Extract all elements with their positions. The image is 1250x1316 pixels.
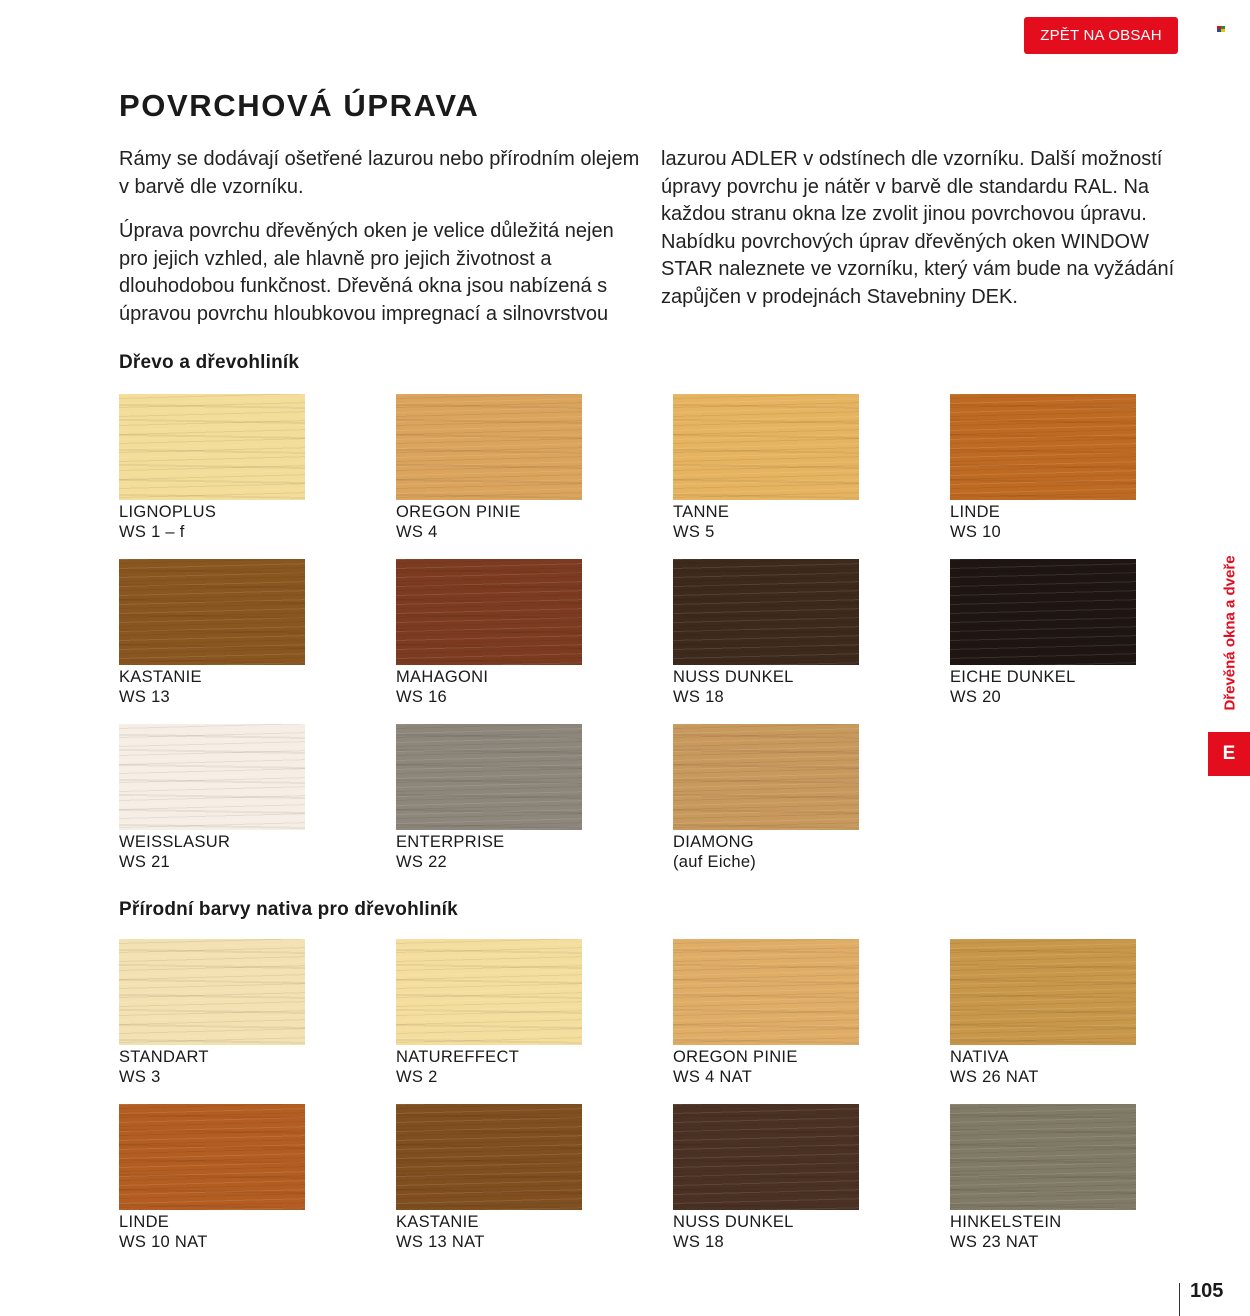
swatch-name: KASTANIE <box>396 1213 479 1231</box>
swatch-code: WS 3 <box>119 1067 161 1086</box>
swatch-name: NUSS DUNKEL <box>673 1213 794 1231</box>
swatch-item <box>119 724 305 872</box>
swatch-name: KASTANIE <box>119 668 202 686</box>
swatch-item <box>673 559 859 707</box>
swatch-code: (auf Eiche) <box>673 852 757 871</box>
swatch-code: WS 13 <box>119 687 171 706</box>
color-swatch <box>673 559 859 665</box>
swatch-name: WEISSLASUR <box>119 833 231 851</box>
color-swatch <box>396 559 582 665</box>
color-swatch <box>950 394 1136 500</box>
color-swatch <box>950 939 1136 1045</box>
intro-column-left <box>119 146 644 345</box>
swatch-code: WS 2 <box>396 1067 438 1086</box>
color-swatch <box>950 1104 1136 1210</box>
color-swatch <box>673 394 859 500</box>
swatch-item <box>950 939 1136 1087</box>
swatch-name: LINDE <box>119 1213 170 1231</box>
intro-paragraph: lazurou ADLER v odstínech dle vzorníku. Další možností úpravy povrchu je nátěr v barvě dle standardu RAL. Na každou stranu okna lze zvolit jinou povrchovou úpravu. Nabídku povrchových úprav dřevěných oken WINDOW STAR naleznete ve vzorníku, který vám bude na vyžádání zapůjčen v prodejnách Stavebniny DEK. <box>661 148 1175 308</box>
swatch-name: NUSS DUNKEL <box>673 668 794 686</box>
page-number: 105 <box>1190 1280 1224 1302</box>
swatch-name: TANNE <box>673 503 730 521</box>
section-heading-nativa: Přírodní barvy nativa pro dřevohliník <box>119 899 458 920</box>
swatch-item <box>119 394 305 542</box>
intro-column-right <box>661 146 1186 328</box>
swatch-item <box>950 1104 1136 1252</box>
swatch-item <box>396 939 582 1087</box>
swatch-code: WS 21 <box>119 852 171 871</box>
swatch-code: WS 13 NAT <box>396 1232 485 1251</box>
swatch-item <box>673 394 859 542</box>
swatch-item <box>119 1104 305 1252</box>
swatch-item <box>673 724 859 872</box>
swatch-code: WS 4 NAT <box>673 1067 753 1086</box>
swatch-code: WS 5 <box>673 522 715 541</box>
intro-paragraph: Rámy se dodávají ošetřené lazurou nebo přírodním olejem v barvě dle vzorníku. <box>119 148 640 198</box>
swatch-name: STANDART <box>119 1048 209 1066</box>
page-title: POVRCHOVÁ ÚPRAVA <box>119 88 480 123</box>
color-swatch <box>119 1104 305 1210</box>
chapter-letter-tab[interactable]: E <box>1208 732 1250 776</box>
swatch-name: HINKELSTEIN <box>950 1213 1062 1231</box>
swatch-name: OREGON PINIE <box>673 1048 798 1066</box>
swatch-name: MAHAGONI <box>396 668 489 686</box>
swatch-name: LIGNOPLUS <box>119 503 217 521</box>
color-swatch <box>119 394 305 500</box>
swatch-item <box>396 559 582 707</box>
color-swatch <box>950 559 1136 665</box>
swatch-item <box>396 724 582 872</box>
swatch-name: OREGON PINIE <box>396 503 521 521</box>
color-swatch <box>119 559 305 665</box>
swatch-code: WS 1 – f <box>119 522 185 541</box>
swatch-name: LINDE <box>950 503 1001 521</box>
footer-divider <box>1179 1283 1180 1316</box>
swatch-name: EICHE DUNKEL <box>950 668 1076 686</box>
swatch-name: NATIVA <box>950 1048 1009 1066</box>
swatch-code: WS 10 NAT <box>119 1232 208 1251</box>
intro-paragraph: Úprava povrchu dřevěných oken je velice důležitá nejen pro jejich vzhled, ale hlavně pro jejich životnost a dlouhodobou funkčnost. Dřevěná okna jsou nabízená s úpravou povrchu hloubkovou impregnací a silnovrstvou <box>119 220 614 325</box>
color-swatch <box>673 939 859 1045</box>
back-to-contents-button[interactable]: ZPĚT NA OBSAH <box>1024 17 1178 54</box>
swatch-code: WS 18 <box>673 1232 725 1251</box>
color-swatch <box>396 939 582 1045</box>
swatch-item <box>119 939 305 1087</box>
swatch-item <box>396 394 582 542</box>
swatch-name: NATUREFFECT <box>396 1048 520 1066</box>
swatch-code: WS 10 <box>950 522 1002 541</box>
swatch-code: WS 22 <box>396 852 448 871</box>
swatch-code: WS 18 <box>673 687 725 706</box>
swatch-item <box>396 1104 582 1252</box>
swatch-code: WS 20 <box>950 687 1002 706</box>
chapter-side-label: Dřevěná okna a dveře <box>1221 554 1239 711</box>
swatch-code: WS 26 NAT <box>950 1067 1039 1086</box>
section-heading-wood: Dřevo a dřevohliník <box>119 352 300 373</box>
swatch-item <box>673 939 859 1087</box>
swatch-code: WS 23 NAT <box>950 1232 1039 1251</box>
color-swatch <box>119 939 305 1045</box>
swatch-item <box>119 559 305 707</box>
swatch-name: ENTERPRISE <box>396 833 505 851</box>
color-swatch <box>396 724 582 830</box>
swatch-item <box>673 1104 859 1252</box>
swatch-item <box>950 394 1136 542</box>
swatch-item <box>950 559 1136 707</box>
swatch-code: WS 4 <box>396 522 438 541</box>
color-swatch <box>673 1104 859 1210</box>
color-swatch <box>119 724 305 830</box>
logo-mark-icon <box>1217 26 1225 33</box>
color-swatch <box>673 724 859 830</box>
swatch-name: DIAMONG <box>673 833 754 851</box>
color-swatch <box>396 394 582 500</box>
swatch-code: WS 16 <box>396 687 448 706</box>
color-swatch <box>396 1104 582 1210</box>
